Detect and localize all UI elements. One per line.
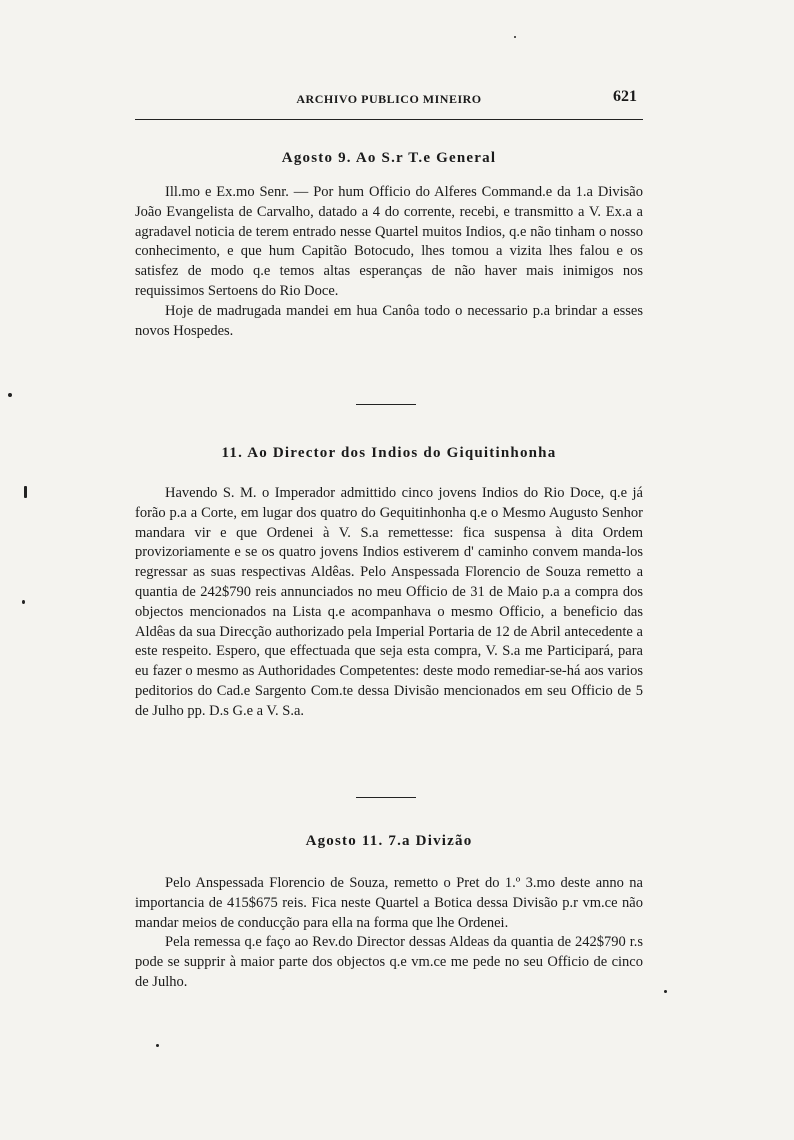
paragraph: Havendo S. M. o Imperador admittido cinco jovens Indios do Rio Doce, q.e já forão p.a a Corte, em lugar dos quatro do Gequitinhonha q.e o Mesmo Augusto Senhor mandara vir e que Ordenei à V. S.a remettesse: fica suspensa à dita Ordem provizoriamente e se os quatro jovens Indios estiverem d' caminho convem manda-los regressar as suas respectivas Aldêas. Pelo Anspessada Florencio de Souza remetto a quantia de 242$790 reis annunciados no meu Officio de 31 de Maio p.a a compra dos objectos mencionados na Lista q.e acompanhava o mesmo Officio, a beneficio das Aldêas da sua Direcção authorizado pela Imperial Portaria de 12 de Abril antecedente a este respeito. Espero, que effectuada que seja esta compra, V. S.a me Participará, para eu fazer o mesmo as Authoridades Competentes: deste modo remediar-se-há aos varios peditorios do Cad.e Sargento Com.te dessa Divisão mencionados em seu Officio de 5 de Julho pp. D.s G.e a V. S.a. — [135, 485, 643, 719]
section-heading-2: 11. Ao Director dos Indios do Giquitinhonha — [221, 445, 557, 461]
running-head — [135, 88, 643, 114]
section-separator — [356, 797, 416, 798]
section-body-3 — [135, 874, 643, 993]
paragraph: Ill.mo e Ex.mo Senr. — Por hum Officio do Alferes Command.e da 1.a Divisão João Evangelista de Carvalho, datado a 4 do corrente, recebi, e transmitto a V. Ex.a a agradavel noticia de terem entrado nesse Quartel muitos Indios, q.e não tinham o nosso conhecimento, e que hum Capitão Botocudo, lhes tomou a vizita lhes falou e os satisfez de modo q.e temos altas esperanças de não haver mais inimigos nos requissimos Sertoens do Rio Doce. — [135, 184, 643, 299]
header-rule — [135, 119, 643, 120]
section-separator — [356, 404, 416, 405]
scan-speck — [24, 486, 27, 498]
scan-speck — [514, 36, 516, 38]
scan-speck — [156, 1044, 159, 1047]
scan-speck — [664, 990, 667, 993]
section-heading-1: Agosto 9. Ao S.r T.e General — [281, 150, 497, 166]
scan-speck — [8, 393, 12, 397]
section-body-2 — [135, 484, 643, 722]
paragraph: Hoje de madrugada mandei em hua Canôa todo o necessario p.a brindar a esses novos Hospedes. — [135, 302, 643, 339]
paragraph: Pelo Anspessada Florencio de Souza, remetto o Pret do 1.º 3.mo deste anno na importancia de 415$675 reis. Fica neste Quartel a Botica dessa Divisão p.r vm.ce não mandar meios de conducção para ella na forma que lhe Ordenei. — [135, 875, 643, 931]
page-number: 621 — [613, 88, 637, 105]
paragraph: Pela remessa q.e faço ao Rev.do Director dessas Aldeas da quantia de 242$790 r.s pode se supprir à maior parte dos objectos q.e vm.ce me pede no seu Officio de cinco de Julho. — [135, 934, 643, 990]
running-title: ARCHIVO PUBLICO MINEIRO — [296, 92, 482, 106]
scan-speck — [22, 600, 25, 604]
section-heading-3: Agosto 11. 7.a Divizão — [305, 833, 473, 849]
section-body-1 — [135, 183, 643, 341]
